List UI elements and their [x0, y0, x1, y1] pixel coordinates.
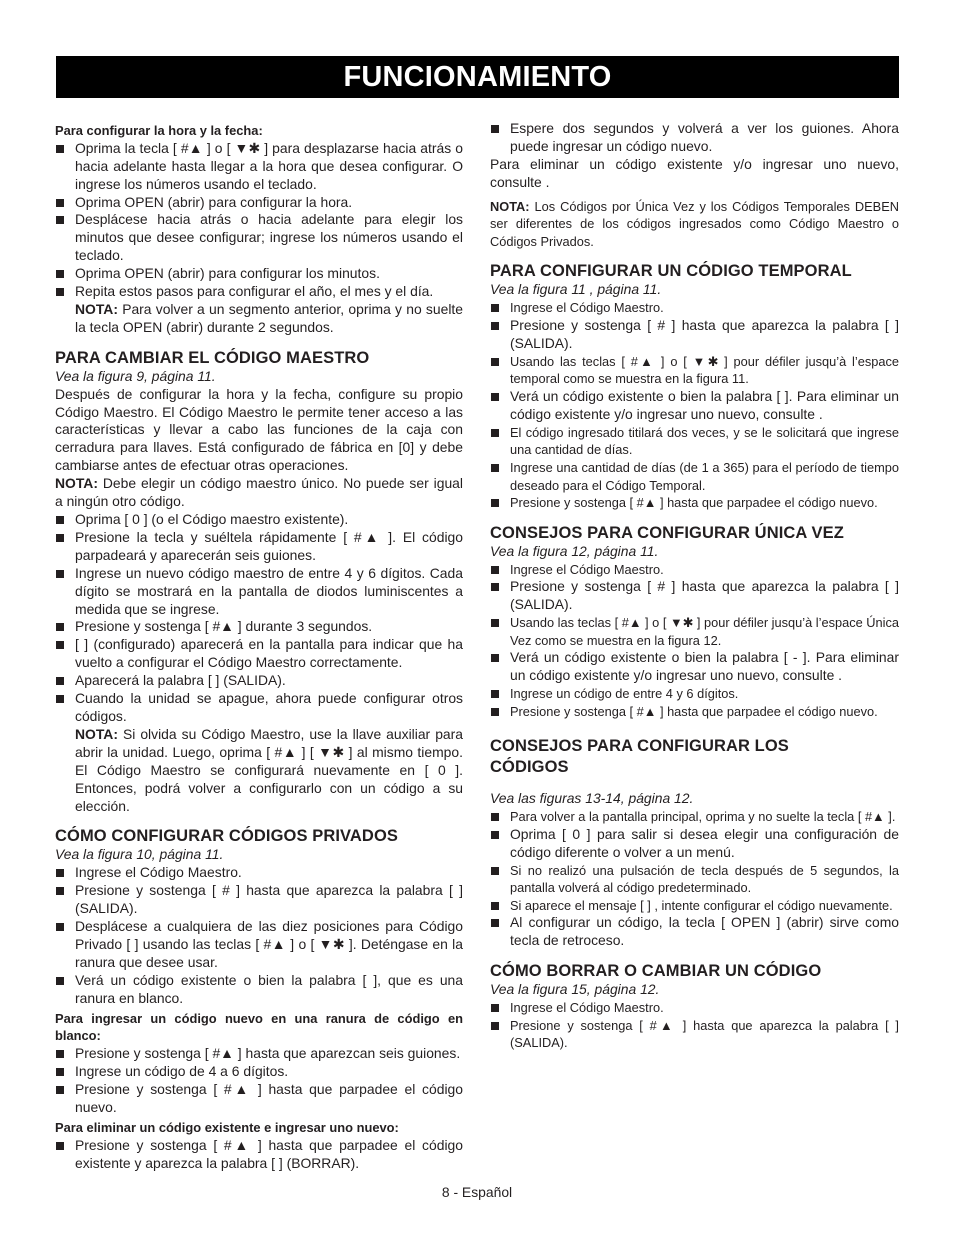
figure-reference: Vea la figura 10, página 11.: [55, 846, 224, 863]
figure-reference: Vea las figuras 13-14, página 12.: [490, 790, 694, 807]
note-label: NOTA:: [75, 300, 118, 317]
list-item: Ingrese el Código Maestro.: [55, 864, 463, 882]
list-item: Presione y sostenga [ #▲ ] hasta que parpadee el código nuevo.: [490, 703, 899, 721]
one-time-code-steps: [490, 561, 899, 721]
heading-change-master-code: PARA CAMBIAR EL CÓDIGO MAESTRO: [55, 348, 370, 367]
list-item: Aparecerá la palabra [ ] (SALIDA).: [55, 672, 463, 690]
figure-reference: Vea la figura 11 , página 11.: [490, 281, 662, 298]
list-item: Ingrese el Código Maestro.: [490, 999, 899, 1017]
note: [55, 475, 463, 511]
paragraph: Después de configurar la hora y la fecha, configure su propio Código Maestro. El Código Maestro le permite tener acceso a las características y llevar a cabo las funciones de la caja con cerradura para llaves. Está configurado de fábrica en [0] y debe cambiarse antes de efectuar otras operaciones.: [55, 385, 463, 474]
continued-steps: [490, 120, 899, 156]
list-item: Presione y sostenga [ # ] hasta que aparezca la palabra [ ] (SALIDA).: [490, 578, 899, 614]
list-item: Al configurar un código, la tecla [ OPEN ] (abrir) sirve como tecla de retroceso.: [490, 914, 899, 950]
list-item: [55, 283, 463, 337]
list-item: Oprima [ 0 ] para salir si desea elegir una configuración de código diferente o volver a un menú.: [490, 826, 899, 862]
page-title: FUNCIONAMIENTO: [343, 61, 612, 93]
note-label: NOTA:: [490, 198, 530, 214]
list-item: Ingrese un código de 4 a 6 dígitos.: [55, 1063, 463, 1081]
list-item-text: Cuando la unidad se apague, ahora puede configurar otros códigos.: [75, 690, 463, 724]
list-item: Espere dos segundos y volverá a ver los guiones. Ahora puede ingresar un código nuevo.: [490, 120, 899, 156]
subheading-replace-code: Para eliminar un código existente e ingresar uno nuevo:: [55, 1119, 399, 1135]
note-text: Los Códigos por Única Vez y los Códigos Temporales DEBEN ser diferentes de los códigos ingresados como Código Maestro o Códigos Privados.: [490, 198, 899, 249]
list-item: Para volver a la pantalla principal, oprima y no suelte la tecla [ #▲ ].: [490, 808, 899, 826]
private-code-steps: [55, 864, 463, 1007]
list-item: Usando las teclas [ #▲ ] o [ ▼✱ ] pour défiler jusqu’à l’espace temporal como se muestra en la figura 11.: [490, 353, 899, 388]
heading-code-tips: CONSEJOS PARA CONFIGURAR LOS CÓDIGOS: [490, 737, 789, 777]
note: [75, 726, 463, 816]
heading-one-time-code: CONSEJOS PARA CONFIGURAR ÚNICA VEZ: [490, 523, 844, 542]
list-item: Presione y sostenga [ #▲ ] durante 3 segundos.: [55, 618, 463, 636]
list-item: Oprima la tecla [ #▲ ] o [ ▼✱ ] para desplazarse hacia atrás o hacia adelante hasta llegar a la hora que desea configurar. O ingrese los números usando el teclado.: [55, 140, 463, 194]
paragraph: Para eliminar un código existente y/o ingresar uno nuevo, consulte .: [490, 155, 899, 190]
list-item: Desplácese hacia atrás o hacia adelante para elegir los minutos que desee configurar; ingrese los números usando el teclado.: [55, 211, 463, 265]
figure-reference: Vea la figura 15, página 12.: [490, 981, 660, 998]
list-item: Oprima OPEN (abrir) para configurar los minutos.: [55, 265, 463, 283]
list-item: Presione y sostenga [ #▲ ] hasta que aparezca la palabra [ ] (SALIDA).: [490, 1017, 899, 1052]
page-number: 8 - Español: [441, 1184, 513, 1200]
list-item: Presione y sostenga [ #▲ ] hasta que parpadee el código existente y aparezca la palabra [ ] (BORRAR).: [55, 1137, 463, 1173]
subheading-time-date: Para configurar la hora y la fecha:: [55, 123, 263, 138]
list-item: [ ] (configurado) aparecerá en la pantalla para indicar que ha vuelto a configurar el Código Maestro correctamente.: [55, 636, 463, 672]
list-item: Ingrese un nuevo código maestro de entre 4 y 6 dígitos. Cada dígito se mostrará en la pantalla de diodos luminiscentes a medida que se ingrese.: [55, 565, 463, 619]
list-item: Presione y sostenga [ #▲ ] hasta que parpadee el código nuevo.: [55, 1081, 463, 1117]
heading-private-codes: CÓMO CONFIGURAR CÓDIGOS PRIVADOS: [55, 827, 398, 846]
time-date-steps: [55, 140, 463, 337]
section-banner: [56, 56, 899, 98]
figure-reference: Vea la figura 12, página 11.: [490, 542, 659, 559]
code-tips: [490, 808, 899, 950]
list-item: Presione y sostenga [ # ] hasta que aparezca la palabra [ ] (SALIDA).: [55, 882, 463, 918]
list-item: [55, 690, 463, 815]
list-item: Si aparece el mensaje [ ] , intente configurar el código nuevamente.: [490, 897, 899, 915]
list-item: Verá un código existente o bien la palabra [ - ]. Para eliminar un código existente y/o ingresar uno nuevo, consulte .: [490, 649, 899, 685]
right-column: [490, 120, 899, 1052]
note: [75, 301, 463, 337]
list-item: Presione la tecla y suéltela rápidamente [ #▲ ]. El código parpadeará y aparecerán seis guiones.: [55, 529, 463, 565]
delete-code-steps: [490, 999, 899, 1052]
list-item: Presione y sostenga [ # ] hasta que aparezca la palabra [ ] (SALIDA).: [490, 317, 899, 353]
list-item: Presione y sostenga [ #▲ ] hasta que parpadee el código nuevo.: [490, 494, 899, 512]
list-item: El código ingresado titilará dos veces, y se le solicitará que ingrese una cantidad de días.: [490, 424, 899, 459]
new-code-steps: [55, 1045, 463, 1117]
master-code-steps: [55, 511, 463, 815]
list-item: Ingrese el Código Maestro.: [490, 561, 899, 579]
list-item: Presione y sostenga [ #▲ ] hasta que aparezcan seis guiones.: [55, 1045, 463, 1063]
note-text: Si olvida su Código Maestro, use la llave auxiliar para abrir la unidad. Luego, oprima [ #▲ ] [ ▼✱ ] al mismo tiempo. El Código Maestro se configurará nuevamente en [ 0 ]. Entonces, podrá volver a configurarlo con un código a su elección.: [75, 725, 463, 814]
list-item: Ingrese una cantidad de días (de 1 a 365) para el período de tiempo deseado para el Código Temporal.: [490, 459, 899, 494]
note: [490, 198, 899, 251]
list-item: Usando las teclas [ #▲ ] o [ ▼✱ ] pour défiler jusqu’à l’espace Única Vez como se muestra en la figura 12.: [490, 614, 899, 649]
note-text: Debe elegir un código maestro único. No puede ser igual a ningún otro código.: [55, 475, 463, 510]
list-item: Oprima OPEN (abrir) para configurar la hora.: [55, 194, 463, 212]
subheading-new-code: Para ingresar un código nuevo en una ranura de código en blanco:: [55, 1010, 463, 1044]
temporary-code-steps: [490, 299, 899, 511]
left-column: [55, 120, 463, 1172]
replace-code-steps: [55, 1137, 463, 1173]
list-item: Verá un código existente o bien la palabra [ ], que es una ranura en blanco.: [55, 972, 463, 1008]
list-item: Ingrese el Código Maestro.: [490, 299, 899, 317]
note-label: NOTA:: [75, 725, 118, 742]
note-text: Para volver a un segmento anterior, oprima y no suelte la tecla OPEN (abrir) durante 2 segundos.: [75, 300, 463, 335]
list-item-text: Repita estos pasos para configurar el año, el mes y el día.: [75, 283, 434, 300]
note-label: NOTA:: [55, 475, 98, 492]
list-item: Oprima [ 0 ] (o el Código maestro existente).: [55, 511, 463, 529]
list-item: Ingrese un código de entre 4 y 6 dígitos.: [490, 685, 899, 703]
list-item: Si no realizó una pulsación de tecla después de 5 segundos, la pantalla volverá al código predeterminado.: [490, 862, 899, 897]
heading-delete-code: CÓMO BORRAR O CAMBIAR UN CÓDIGO: [490, 962, 822, 981]
figure-reference: Vea la figura 9, página 11.: [55, 367, 216, 384]
list-item: Verá un código existente o bien la palabra [ ]. Para eliminar un código existente y/o ingresar uno nuevo, consulte .: [490, 388, 899, 424]
heading-temporary-code: PARA CONFIGURAR UN CÓDIGO TEMPORAL: [490, 262, 852, 281]
list-item: Desplácese a cualquiera de las diez posiciones para Código Privado [ ] usando las teclas [ #▲ ] o [ ▼✱ ]. Deténgase en la ranura que desee usar.: [55, 918, 463, 972]
